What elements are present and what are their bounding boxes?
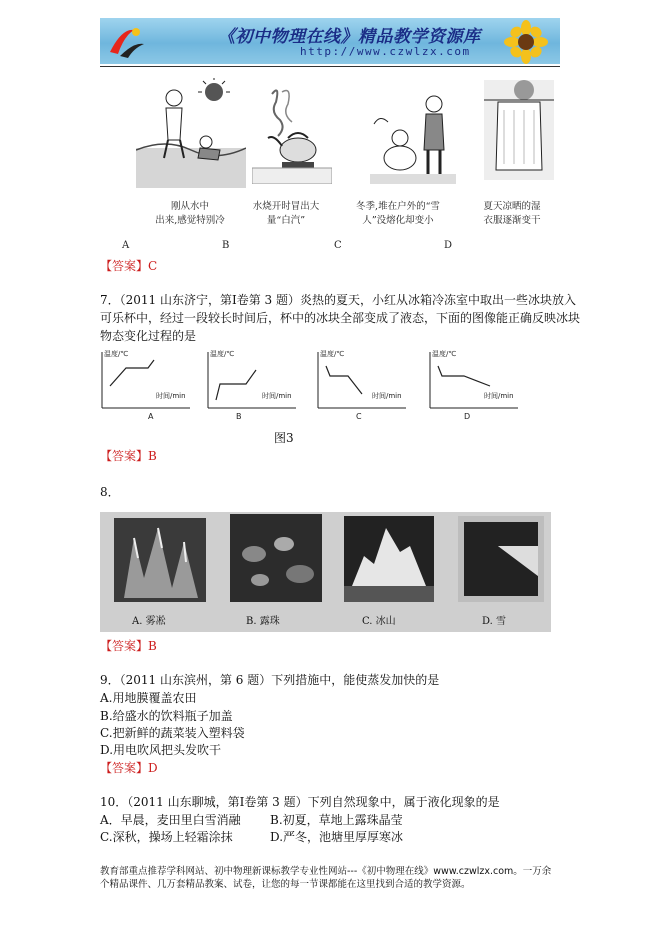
q7-answer: 【答案】B bbox=[100, 449, 157, 463]
site-logo-icon bbox=[104, 22, 148, 60]
photo-caption-d: D. 雪 bbox=[482, 616, 507, 627]
q6-answer: 【答案】C bbox=[100, 259, 158, 273]
photo-caption-b: B. 露珠 bbox=[246, 616, 280, 627]
swimmer-illustration bbox=[136, 78, 246, 188]
footer-line2: 个精品课件、几万套精品教案、试卷，让您的每一节课都能在这里找到合适的教学资源。 bbox=[100, 879, 471, 890]
graph-d bbox=[424, 346, 524, 422]
q7-line1: 7．（2011 山东济宁，第Ⅰ卷第 3 题）炎热的夏天，小红从冰箱冷冻室中取出一些冰块放入 bbox=[100, 293, 576, 307]
q8-number: 8． bbox=[100, 485, 120, 499]
option-a-label: A bbox=[122, 240, 130, 251]
caption-d-line: 夏天凉晒的湿 衣服逐渐变干 bbox=[483, 201, 541, 226]
photo-caption-a: A. 雾凇 bbox=[132, 616, 166, 627]
dew-photo bbox=[230, 514, 322, 602]
laundry-illustration bbox=[484, 80, 554, 180]
q9-option-c: C.把新鲜的蔬菜装入塑料袋 bbox=[100, 726, 245, 740]
q7-line2: 可乐杯中，经过一段较长时间后，杯中的冰块全部变成了液态，下面的图像能正确反映冰块 bbox=[100, 311, 581, 325]
snowman-illustration bbox=[370, 84, 456, 184]
kettle-illustration bbox=[252, 84, 332, 184]
graph-d-label: D bbox=[464, 412, 471, 421]
q9-option-b: B.给盛水的饮料瓶子加盖 bbox=[100, 709, 233, 723]
option-b-label: B bbox=[222, 240, 230, 251]
q9-stem: 9．（2011 山东滨州，第 6 题）下列措施中，能使蒸发加快的是 bbox=[100, 673, 440, 687]
graph-a-line bbox=[110, 360, 154, 386]
figure-caption: 图3 bbox=[274, 431, 294, 445]
graph-c-label: C bbox=[356, 412, 362, 421]
snow-photo bbox=[458, 516, 544, 602]
q9-option-d: D.用电吹风把头发吹干 bbox=[100, 743, 222, 757]
graph-c bbox=[312, 346, 412, 422]
q10-option-c: C.深秋，操场上轻霜涂抹 bbox=[100, 830, 233, 844]
graph-d-xlabel: 时间/min bbox=[484, 392, 514, 400]
q10-option-b: B.初夏，草地上露珠晶莹 bbox=[270, 813, 403, 827]
iceberg-photo bbox=[344, 516, 434, 602]
sunflower-icon bbox=[496, 20, 556, 64]
graph-c-ylabel: 温度/℃ bbox=[320, 350, 345, 358]
graph-b-line bbox=[216, 370, 256, 400]
graph-c-line bbox=[326, 366, 362, 394]
graph-b-ylabel: 温度/℃ bbox=[210, 350, 235, 358]
q8-photo-strip bbox=[100, 512, 551, 632]
q7-line3: 物态变化过程的是 bbox=[100, 329, 197, 343]
graph-d-line bbox=[438, 366, 490, 386]
q9-option-a: A.用地膜覆盖农田 bbox=[100, 691, 197, 705]
graph-b-label: B bbox=[236, 412, 242, 421]
graph-d-ylabel: 温度/℃ bbox=[432, 350, 457, 358]
banner-title: 《初中物理在线》精品教学资源库 bbox=[218, 27, 481, 47]
q10-option-a: A．早晨，麦田里白雪消融 bbox=[100, 813, 241, 827]
photo-caption-c: C. 冰山 bbox=[362, 616, 396, 627]
q10-option-d: D.严冬，池塘里厚厚寒冰 bbox=[270, 830, 404, 844]
header-banner bbox=[100, 18, 560, 64]
caption-a-line: 刚从水中 出来,感觉特别冷 bbox=[155, 201, 225, 226]
option-d-label: D bbox=[444, 240, 453, 251]
q10-stem: 10．（2011 山东聊城，第Ⅰ卷第 3 题）下列自然现象中，属于液化现象的是 bbox=[100, 795, 500, 809]
caption-a bbox=[140, 200, 240, 228]
caption-b-line: 水烧开时冒出大 量“白汽” bbox=[252, 201, 320, 226]
caption-d bbox=[462, 200, 562, 228]
caption-c-line: 冬季,堆在户外的“雪 人”没熔化却变小 bbox=[356, 201, 440, 226]
graph-c-xlabel: 时间/min bbox=[372, 392, 402, 400]
footer-line1: 教育部重点推荐学科网站、初中物理新课标教学专业性网站---《初中物理在线》www.czwlzx.com。一万余 bbox=[100, 866, 552, 877]
footer bbox=[100, 865, 570, 891]
graph-a-ylabel: 温度/℃ bbox=[104, 350, 129, 358]
graph-b-xlabel: 时间/min bbox=[262, 392, 292, 400]
rime-photo bbox=[114, 518, 206, 602]
graph-b bbox=[202, 346, 302, 422]
graph-a-xlabel: 时间/min bbox=[156, 392, 186, 400]
graph-a-label: A bbox=[148, 412, 154, 421]
banner-url: http://www.czwlzx.com bbox=[300, 45, 471, 58]
option-c-label: C bbox=[334, 240, 342, 251]
graph-a bbox=[96, 346, 196, 422]
q8-answer: 【答案】B bbox=[100, 639, 157, 653]
q9-answer: 【答案】D bbox=[100, 761, 158, 775]
header-rule bbox=[100, 66, 560, 67]
caption-c bbox=[338, 200, 458, 228]
caption-b bbox=[236, 200, 336, 228]
